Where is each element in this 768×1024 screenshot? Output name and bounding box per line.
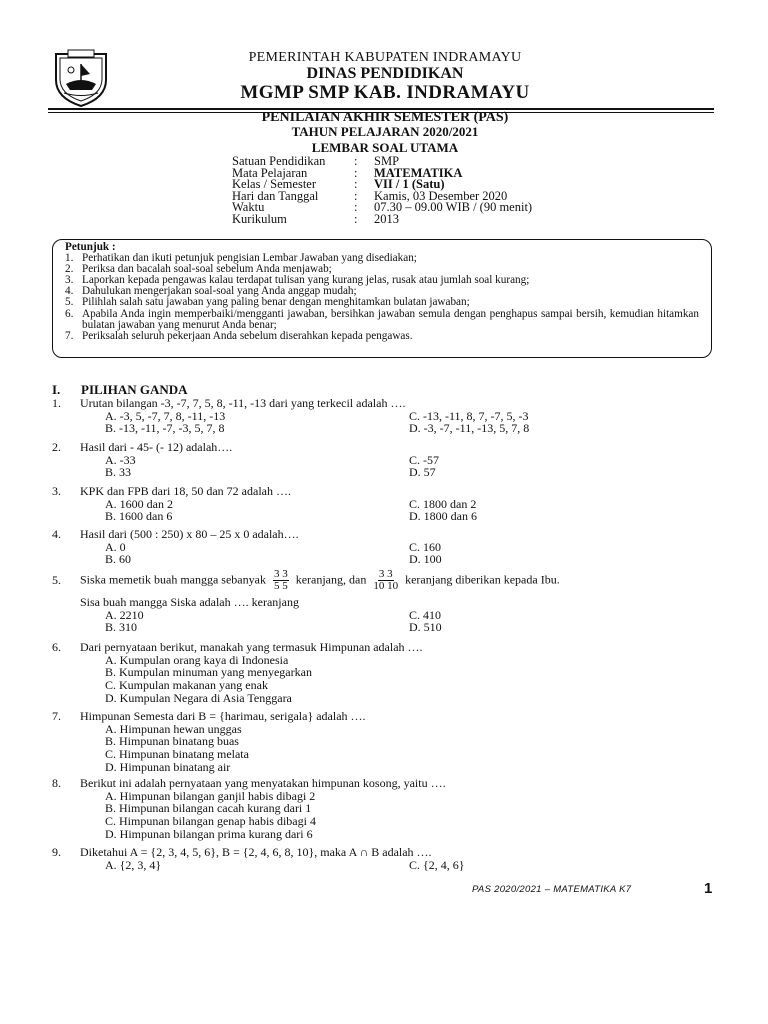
option-d: D. 510 bbox=[409, 620, 442, 635]
option-a: A. -33 bbox=[105, 452, 136, 467]
instruction-item: 2. Periksa dan bacalah soal-soal sebelum Anda menjawab; bbox=[65, 263, 332, 276]
instruction-item: 1. Perhatikan dan ikuti petunjuk pengisian Lembar Jawaban yang disediakan; bbox=[65, 252, 417, 265]
question-stem: Hasil dari - 45- (- 12) adalah…. bbox=[80, 440, 233, 454]
question-6: 6. Dari pernyataan berikut, manakah yang termasuk Himpunan adalah …. A. Kumpulan orang kaya di Indonesia B. Kumpulan minuman yang menyegarkan C. Kumpulan makanan yang enak D. Kumpulan Negara di Asia Tenggara bbox=[52, 641, 712, 705]
option-c: C. {2, 4, 6} bbox=[409, 857, 465, 872]
option-d: D. Himpunan bilangan prima kurang dari 6 bbox=[105, 826, 313, 841]
option-b: B. 60 bbox=[105, 552, 132, 567]
question-stem: Dari pernyataan berikut, manakah yang termasuk Himpunan adalah …. bbox=[80, 640, 423, 654]
option-c: C. 1800 dan 2 bbox=[409, 496, 477, 511]
option-b: B. Himpunan binatang buas bbox=[105, 734, 239, 749]
option-d: D. Himpunan binatang air bbox=[105, 759, 231, 774]
academic-year: TAHUN PELAJARAN 2020/2021 bbox=[291, 124, 479, 139]
option-b: B. Kumpulan minuman yang menyegarkan bbox=[105, 665, 312, 680]
section-heading: I. PILIHAN GANDA bbox=[52, 382, 188, 397]
option-c: C. 160 bbox=[409, 539, 442, 554]
kabupaten-emblem-logo bbox=[50, 46, 112, 108]
header-mgmp: MGMP SMP KAB. INDRAMAYU bbox=[240, 82, 530, 103]
option-d: D. 57 bbox=[409, 465, 436, 480]
page-number: 1 bbox=[704, 880, 713, 897]
question-stem: Urutan bilangan -3, -7, 7, 5, 8, -11, -13 dari yang terkecil adalah …. bbox=[80, 396, 406, 410]
question-8: 8. Berikut ini adalah pernyataan yang menyatakan himpunan kosong, yaitu …. A. Himpunan bilangan ganjil habis dibagi 2 B. Himpunan bilangan cacah kurang dari 1 C. Himpunan bilangan genap habis dibagi 4 D. Himpunan bilangan prima kurang dari 6 bbox=[52, 777, 712, 841]
info-row: Mata Pelajaran : MATEMATIKA bbox=[232, 165, 463, 180]
instruction-item: 7. Periksalah seluruh pekerjaan Anda sebelum diserahkan kepada pengawas. bbox=[65, 329, 413, 342]
option-b: B. 1600 dan 6 bbox=[105, 509, 173, 524]
instruction-item: 4. Dahulukan mengerjakan soal-soal yang Anda anggap mudah; bbox=[65, 285, 357, 298]
option-d: D. 1800 dan 6 bbox=[409, 509, 477, 524]
option-a: A. -3, 5, -7, 7, 8, -11, -13 bbox=[105, 408, 226, 423]
option-d: D. Kumpulan Negara di Asia Tenggara bbox=[105, 690, 292, 705]
option-c: C. Kumpulan makanan yang enak bbox=[105, 678, 268, 693]
option-a: A. 0 bbox=[105, 539, 126, 554]
header-government: PEMERINTAH KABUPATEN INDRAMAYU bbox=[248, 50, 522, 65]
option-a: A. 2210 bbox=[105, 607, 144, 622]
instructions-box bbox=[52, 239, 712, 358]
fraction-1: $\frac{3 3}{5 5}$ bbox=[273, 568, 288, 592]
option-d: D. -3, -7, -11, -13, 5, 7, 8 bbox=[409, 421, 530, 436]
option-c: C. Himpunan binatang melata bbox=[105, 747, 249, 762]
option-c: C. -57 bbox=[409, 452, 439, 467]
option-a: A. 1600 dan 2 bbox=[105, 496, 173, 511]
info-row: Waktu : 07.30 – 09.00 WIB / (90 menit) bbox=[232, 200, 533, 215]
question-2: 2. Hasil dari - 45- (- 12) adalah…. A. -33 C. -57 B. 33 D. 57 bbox=[52, 441, 712, 479]
exam-info-table bbox=[232, 156, 532, 226]
instructions-title: Petunjuk : bbox=[65, 241, 116, 253]
question-3: 3. KPK dan FPB dari 18, 50 dan 72 adalah …. A. 1600 dan 2 C. 1800 dan 2 B. 1600 dan 6 D. 1800 dan 6 bbox=[52, 485, 712, 523]
question-7: 7. Himpunan Semesta dari B = {harimau, serigala} adalah …. A. Himpunan hewan unggas B. Himpunan binatang buas C. Himpunan binatang melata D. Himpunan binatang air bbox=[52, 710, 712, 774]
option-c: C. 410 bbox=[409, 607, 442, 622]
option-a: A. Kumpulan orang kaya di Indonesia bbox=[105, 652, 289, 667]
option-c: C. -13, -11, 8, 7, -7, 5, -3 bbox=[409, 408, 529, 423]
option-a: A. Himpunan hewan unggas bbox=[105, 721, 242, 736]
option-b: B. -13, -11, -7, -3, 5, 7, 8 bbox=[105, 421, 225, 436]
question-stem: Hasil dari (500 : 250) x 80 – 25 x 0 adalah…. bbox=[80, 527, 299, 541]
instruction-item: 5. Pilihlah salah satu jawaban yang paling benar dengan menghitamkan bulatan jawaban; bbox=[65, 296, 470, 309]
option-c: C. Himpunan bilangan genap habis dibagi 4 bbox=[105, 814, 316, 829]
question-stem: Himpunan Semesta dari B = {harimau, serigala} adalah …. bbox=[80, 709, 366, 723]
fraction-2: $\frac{3 3}{10 10}$ bbox=[373, 568, 399, 592]
option-a: A. Himpunan bilangan ganjil habis dibagi 2 bbox=[105, 788, 316, 803]
info-row: Satuan Pendidikan : SMP bbox=[232, 154, 400, 168]
question-stem: KPK dan FPB dari 18, 50 dan 72 adalah …. bbox=[80, 484, 291, 498]
instruction-item: 3. Laporkan kepada pengawas kalau terdapat tulisan yang kurang jelas, rusak atau jumlah soal kurang; bbox=[65, 274, 530, 287]
option-b: B. 310 bbox=[105, 620, 138, 635]
header-department: DINAS PENDIDIKAN bbox=[306, 65, 464, 82]
info-row: Kelas / Semester : VII / 1 (Satu) bbox=[232, 177, 445, 192]
question-4: 4. Hasil dari (500 : 250) x 80 – 25 x 0 adalah…. A. 0 C. 160 B. 60 D. 100 bbox=[52, 528, 712, 566]
page-footer: PAS 2020/2021 – MATEMATIKA K7 bbox=[472, 884, 632, 895]
info-row: Kurikulum : 2013 bbox=[232, 211, 399, 226]
question-1: 1. Urutan bilangan -3, -7, 7, 5, 8, -11, -13 dari yang terkecil adalah …. A. -3, 5, -7, 7, 8, -11, -13 C. -13, -11, 8, 7, -7, 5, -3 B. -13, -11, -7, -3, 5, 7, 8 D. -3, -7, -11, -13, 5, 7, 8 bbox=[52, 397, 712, 435]
question-stem-continued: Sisa buah mangga Siska adalah …. keranjang bbox=[80, 595, 299, 609]
question-9: 9. Diketahui A = {2, 3, 4, 5, 6}, B = {2, 4, 6, 8, 10}, maka A ∩ B adalah …. A. {2, 3, 4} C. {2, 4, 6} bbox=[52, 846, 712, 871]
instruction-item: 6. Apabila Anda ingin memperbaiki/mengganti jawaban, bersihkan jawaban semula dengan penghapus sampai bersih, kemudian hitamkan bulatan jawaban yang menurut Anda benar; bbox=[65, 307, 699, 331]
info-row: Hari dan Tanggal : Kamis, 03 Desember 2020 bbox=[232, 188, 508, 203]
option-b: B. Himpunan bilangan cacah kurang dari 1 bbox=[105, 801, 312, 816]
option-a: A. {2, 3, 4} bbox=[105, 857, 162, 872]
question-stem: Berikut ini adalah pernyataan yang menyatakan himpunan kosong, yaitu …. bbox=[80, 776, 446, 790]
option-d: D. 100 bbox=[409, 552, 442, 567]
option-b: B. 33 bbox=[105, 465, 132, 480]
question-stem: Diketahui A = {2, 3, 4, 5, 6}, B = {2, 4, 6, 8, 10}, maka A ∩ B adalah …. bbox=[80, 845, 432, 859]
exam-title: PENILAIAN AKHIR SEMESTER (PAS) bbox=[261, 110, 509, 125]
sheet-title: LEMBAR SOAL UTAMA bbox=[311, 140, 459, 155]
question-5: 5. Siska memetik buah mangga sebanyak $\frac{3 3}{5 5}$ keranjang, dan $\frac{3 3}{10 10}$ keranjang diberikan kepada Ibu. Sisa buah mangga Siska adalah …. keranjang A. 2210 C. 410 B. 310 D. 510 bbox=[52, 569, 712, 634]
question-stem: Siska memetik buah mangga sebanyak $\frac{3 3}{5 5}$ keranjang, dan $\frac{3 3}{10 10}$ keranjang diberikan kepada Ibu. bbox=[80, 568, 560, 592]
